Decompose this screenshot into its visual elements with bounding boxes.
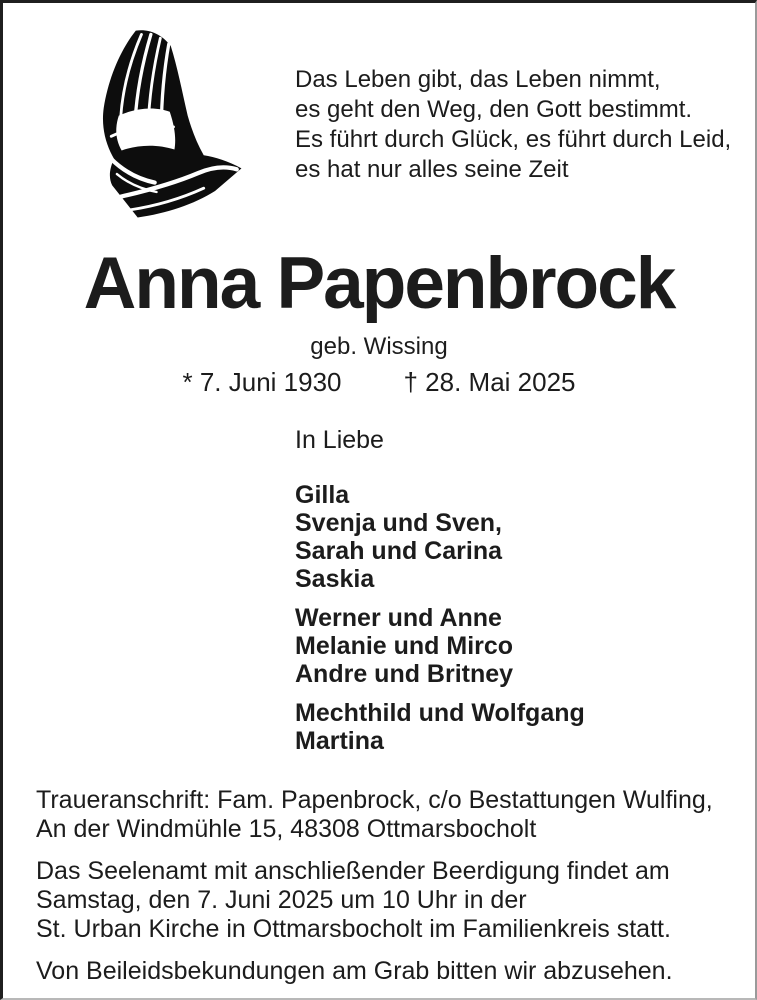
service-line: St. Urban Kirche in Ottmarsbocholt im Familienkreis statt. [36, 915, 671, 943]
funeral-info-section [36, 786, 713, 986]
mourner-line: Saskia [295, 565, 375, 593]
mourner-line: Andre und Britney [295, 660, 514, 688]
mourner-line: Mechthild und Wolfgang [295, 699, 585, 727]
service-details [36, 857, 713, 944]
service-line: Das Seelenamt mit anschließender Beerdigung findet am [36, 857, 670, 885]
address-line: Traueranschrift: Fam. Papenbrock, c/o Bestattungen Wulfing, [36, 786, 713, 814]
mourner-group [295, 699, 585, 755]
mourner-line: Martina [295, 727, 384, 755]
death-date: † 28. Mai 2025 [403, 367, 576, 397]
deceased-name: Anna Papenbrock [83, 243, 675, 324]
mourner-line: Werner und Anne [295, 604, 502, 632]
mourners-section [295, 426, 585, 766]
maiden-name: geb. Wissing [310, 333, 448, 360]
verse-line: es hat nur alles seine Zeit [295, 156, 569, 183]
mourner-group [295, 604, 585, 688]
verse-line: es geht den Weg, den Gott bestimmt. [295, 96, 693, 123]
birth-date: * 7. Juni 1930 [182, 367, 342, 397]
memorial-verse [295, 65, 731, 185]
condolence-note: Von Beileidsbekundungen am Grab bitten wir abzusehen. [36, 957, 673, 985]
verse-line: Das Leben gibt, das Leben nimmt, [295, 66, 661, 93]
praying-hands-icon [53, 25, 245, 225]
address-line: An der Windmühle 15, 48308 Ottmarsbocholt [36, 815, 537, 843]
mourner-line: Sarah und Carina [295, 537, 502, 565]
mourner-line: Melanie und Mirco [295, 632, 514, 660]
mourner-line: Svenja und Sven, [295, 509, 503, 537]
mourner-group [295, 481, 585, 593]
mourning-address [36, 786, 713, 844]
salutation: In Liebe [295, 426, 384, 454]
service-line: Samstag, den 7. Juni 2025 um 10 Uhr in der [36, 886, 527, 914]
verse-line: Es führt durch Glück, es führt durch Leid, [295, 126, 732, 153]
life-dates [3, 367, 755, 398]
mourner-line: Gilla [295, 481, 350, 509]
